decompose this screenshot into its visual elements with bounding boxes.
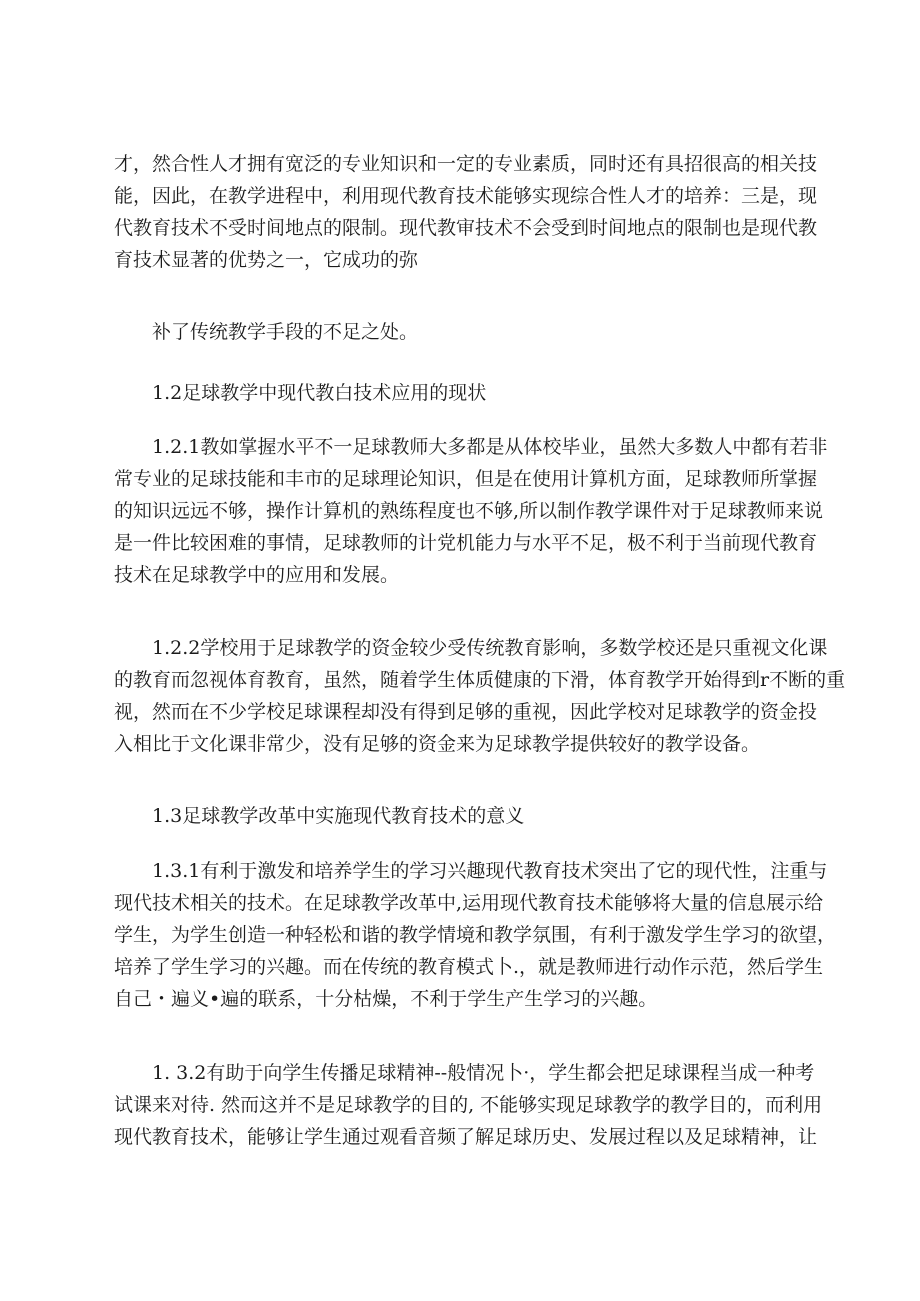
- heading-text: 1.3足球教学改革中实施现代教育技术的意义: [152, 805, 525, 827]
- text-line: 学生，为学生创造一种轻松和谐的教学情境和教学氛围，有利于激发学生学习的欲望，: [114, 924, 837, 946]
- text-line: 能，因此，在教学进程中，利用现代教育技术能够实现综合性人才的培养：三是，现: [114, 185, 818, 207]
- text-line: 1.2.2学校用于足球教学的资金较少受传统教育影响，多数学校还是只重视文化课: [152, 637, 828, 659]
- paragraph-1-3-1: [114, 855, 837, 1015]
- text-line: 的教育而忽视体育教育，虽然，随着学生体质健康的下滑，体育教学开始得到r不断的重: [114, 669, 846, 691]
- text-line: 现代技术相关的技术。在足球教学改革中,运用现代教育技术能够将大量的信息展示给: [114, 892, 824, 914]
- text-line: 自己・遍义•遍的联系，十分枯燥，不利于学生产生学习的兴趣。: [114, 988, 658, 1010]
- text-line: 1. 3.2有助于向学生传播足球精神--般情况卜·，学生都会把足球课程当成一种考: [152, 1062, 815, 1084]
- paragraph-1-2-2: [114, 632, 846, 760]
- text-line: 代教育技术不受时间地点的限制。现代教审技术不会受到时间地点的限制也是现代教: [114, 217, 818, 239]
- text-line: 补了传统教学手段的不足之处。: [152, 321, 419, 343]
- text-line: 入相比于文化课非常少，没有足够的资金来为足球教学提供较好的教学设备。: [114, 733, 761, 755]
- text-line: 1.3.1有利于激发和培养学生的学习兴趣现代教育技术突出了它的现代性，注重与: [152, 860, 828, 882]
- text-line: 试课来对待. 然而这并不是足球教学的目的, 不能够实现足球教学的教学目的，而利用: [114, 1094, 823, 1116]
- paragraph-continuation: [114, 148, 818, 276]
- text-line: 技术在足球教学中的应用和发展。: [114, 564, 400, 586]
- text-line: 是一件比较困难的事情，足球教师的计党机能力与水平不足，极不利于当前现代教育: [114, 532, 818, 554]
- text-line: 的知识远远不够，操作计算机的熟练程度也不够,所以制作教学课件对于足球教师来说: [114, 500, 824, 522]
- text-line: 1.2.1教如掌握水平不一足球教师大多都是从体校毕业，虽然大多数人中都有若非: [152, 436, 828, 458]
- paragraph-supplement: [114, 316, 814, 348]
- text-line: 视，然而在不少学校足球课程却没有得到足够的重视，因此学校对足球教学的资金投: [114, 701, 818, 723]
- text-line: 现代教育技术，能够让学生通过观看音频了解足球历史、发展过程以及足球精神，让: [114, 1126, 818, 1148]
- text-line: 培养了学生学习的兴趣。而在传统的教育模式卜.，就是教师进行动作示范，然后学生: [114, 956, 824, 978]
- paragraph-1-2-1: [114, 431, 828, 591]
- section-heading-1-3: [114, 800, 814, 832]
- text-line: 常专业的足球技能和丰市的足球理论知识，但是在使用计算机方面，足球教师所掌握: [114, 468, 818, 490]
- text-line: 育技术显著的优势之一，它成功的弥: [114, 249, 419, 271]
- section-heading-1-2: [114, 377, 814, 409]
- paragraph-1-3-2: [114, 1057, 823, 1153]
- text-line: 才，然合性人才拥有宽泛的专业知识和一定的专业素质，同时还有具招很高的相关技: [114, 153, 818, 175]
- heading-text: 1.2足球教学中现代教白技术应用的现状: [152, 382, 487, 404]
